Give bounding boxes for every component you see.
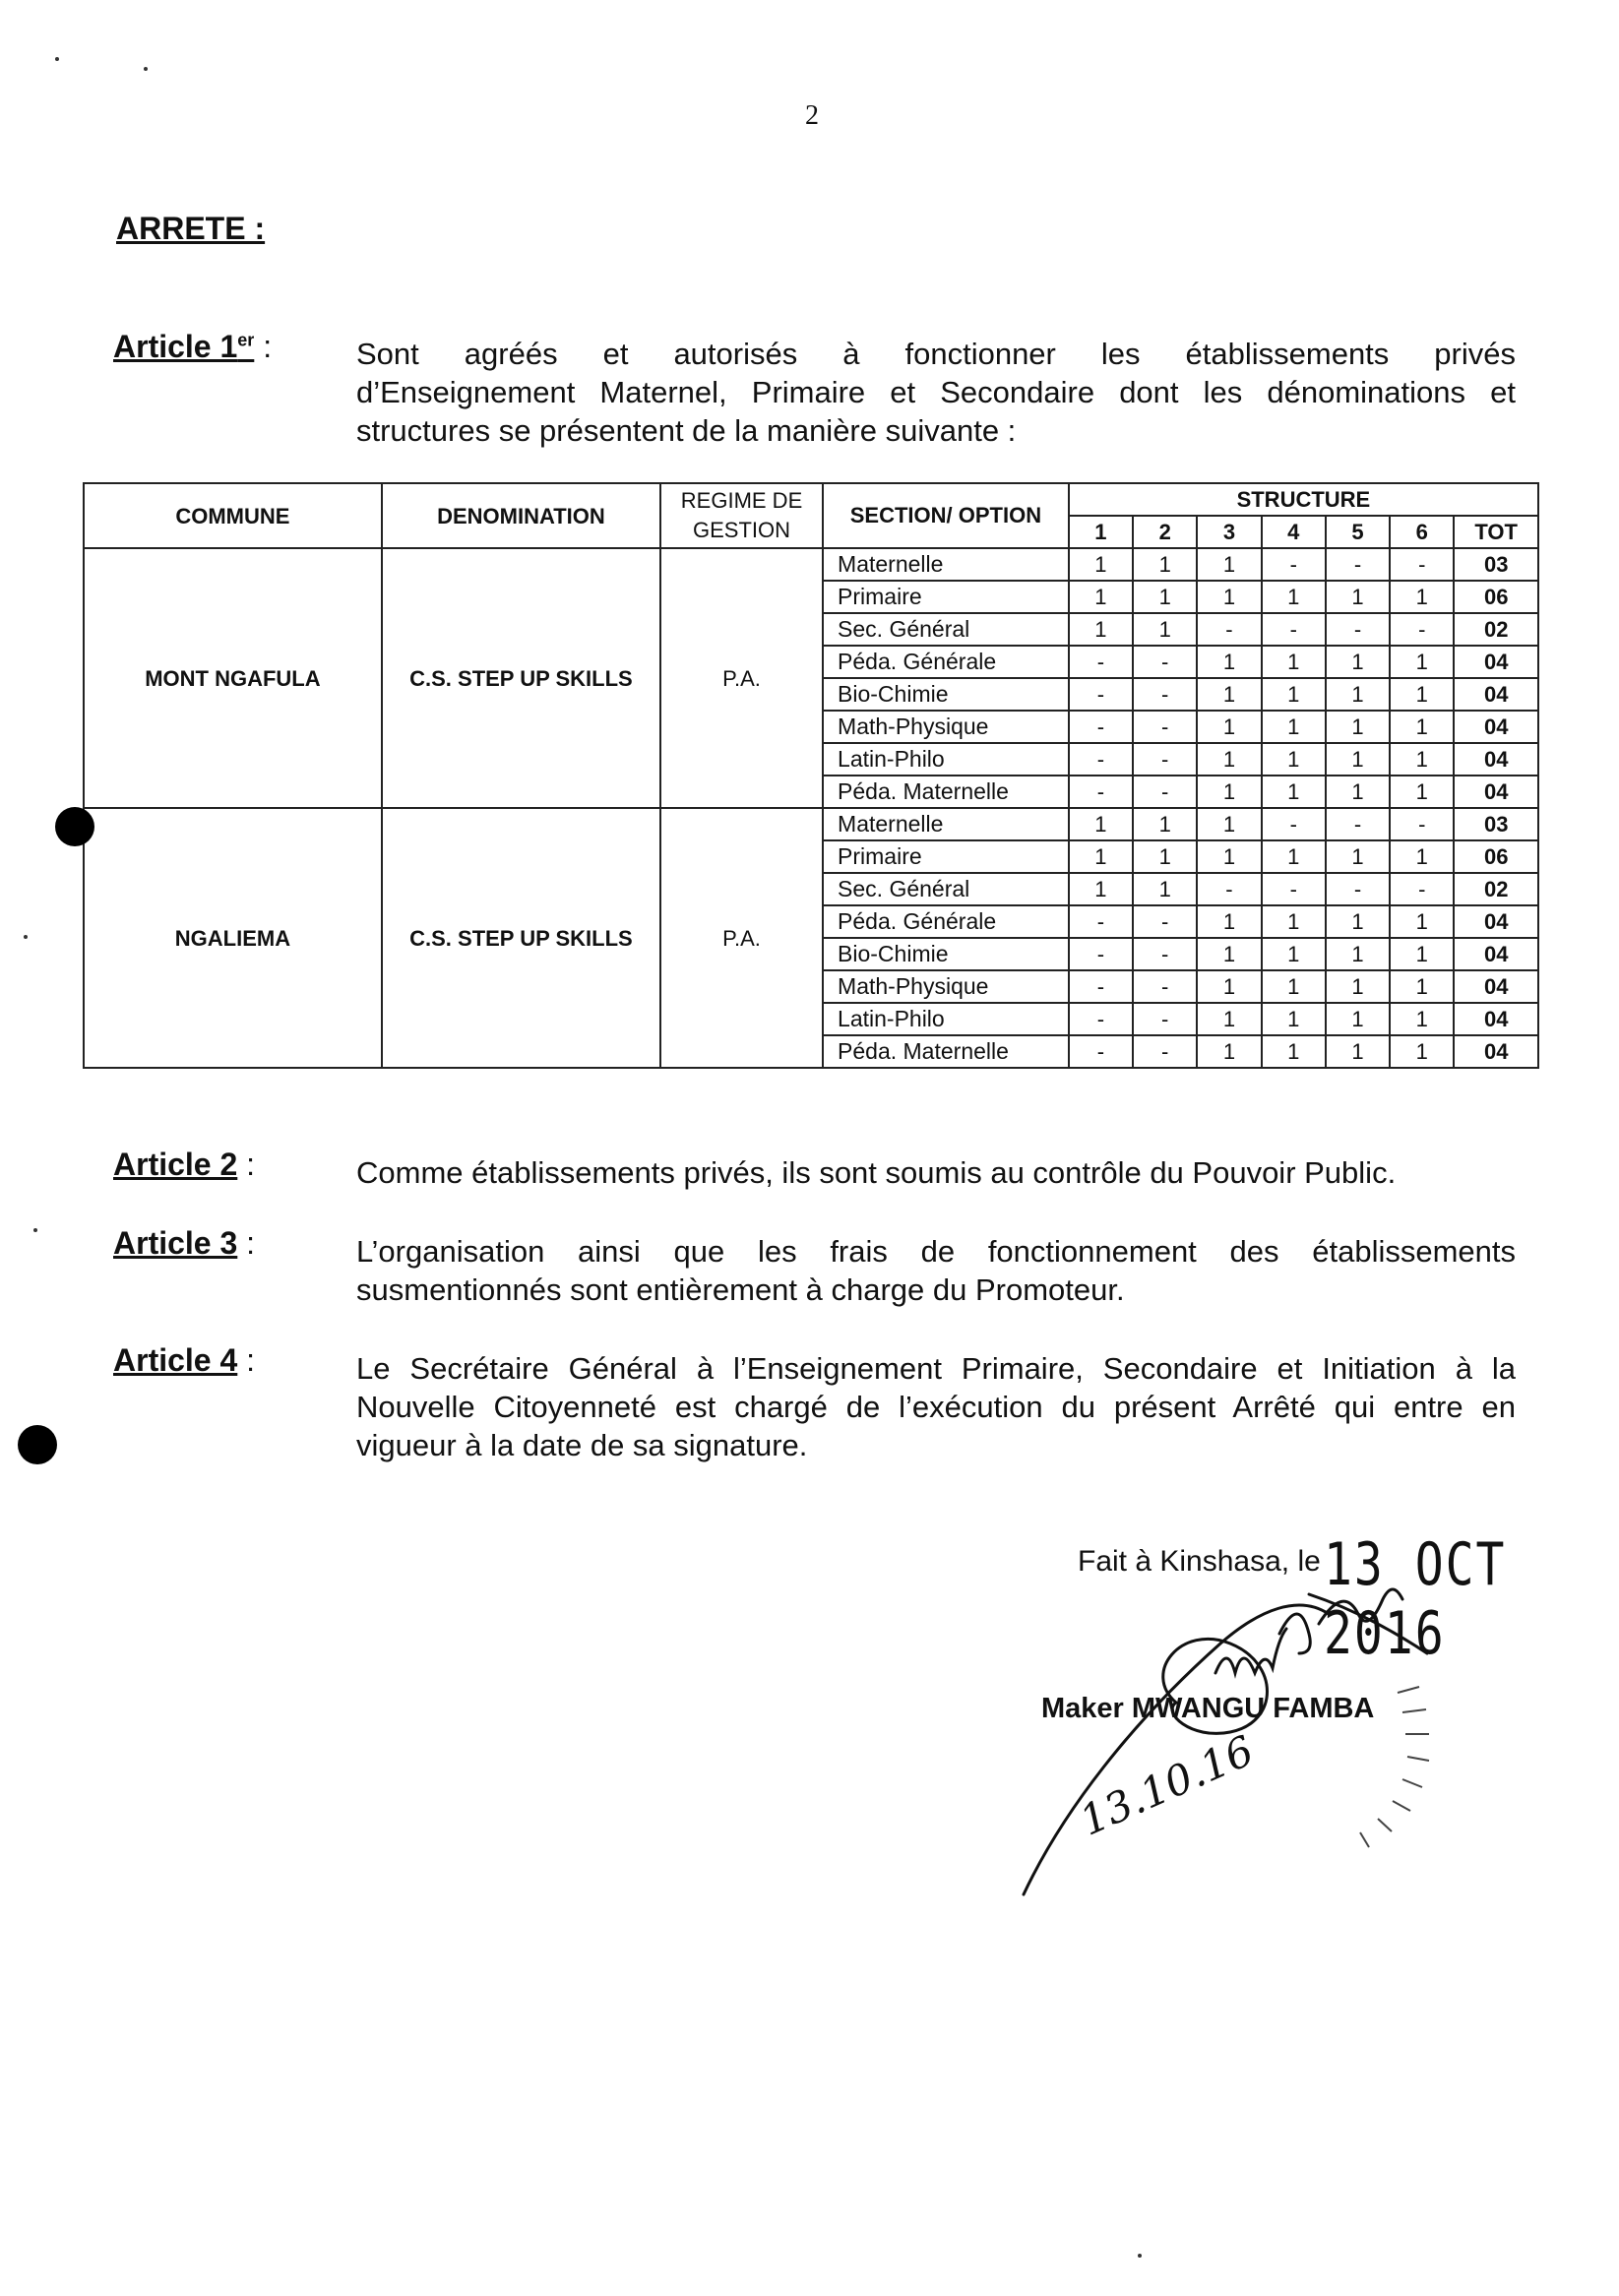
total-cell: 06 <box>1454 840 1538 873</box>
regime-cell: P.A. <box>660 548 823 808</box>
structure-cell: 1 <box>1326 646 1390 678</box>
structure-cell: - <box>1069 1035 1133 1068</box>
section-cell: Sec. Général <box>823 613 1069 646</box>
structure-cell: 1 <box>1326 678 1390 711</box>
structure-table <box>83 482 1539 1069</box>
total-cell: 04 <box>1454 678 1538 711</box>
header-col-2: 2 <box>1133 516 1197 548</box>
structure-cell: 1 <box>1390 646 1454 678</box>
total-cell: 04 <box>1454 905 1538 938</box>
structure-cell: 1 <box>1326 711 1390 743</box>
decree-heading: ARRETE : <box>116 211 266 246</box>
structure-cell: 1 <box>1262 905 1326 938</box>
header-structure: STRUCTURE <box>1069 483 1538 516</box>
structure-cell: 1 <box>1262 1003 1326 1035</box>
structure-cell: 1 <box>1197 678 1261 711</box>
structure-cell: 1 <box>1262 938 1326 970</box>
section-cell: Primaire <box>823 581 1069 613</box>
structure-cell: 1 <box>1133 840 1197 873</box>
structure-cell: - <box>1390 873 1454 905</box>
structure-cell: 1 <box>1262 970 1326 1003</box>
section-cell: Péda. Maternelle <box>823 1035 1069 1068</box>
structure-cell: 1 <box>1262 743 1326 776</box>
article-1-line: d’Enseignement Maternel, Primaire et Secondaire dont les dénominations et <box>356 375 1516 409</box>
structure-cell: - <box>1069 776 1133 808</box>
structure-cell: 1 <box>1197 743 1261 776</box>
total-cell: 04 <box>1454 970 1538 1003</box>
structure-cell: - <box>1326 548 1390 581</box>
structure-cell: - <box>1197 873 1261 905</box>
structure-cell: - <box>1262 548 1326 581</box>
section-cell: Péda. Générale <box>823 905 1069 938</box>
article-4-label <box>113 1342 255 1379</box>
article-3-label <box>113 1225 255 1262</box>
structure-cell: 1 <box>1197 808 1261 840</box>
scan-speck <box>33 1228 37 1232</box>
structure-cell: 1 <box>1133 613 1197 646</box>
structure-cell: 1 <box>1262 678 1326 711</box>
structure-cell: 1 <box>1069 548 1133 581</box>
structure-cell: - <box>1326 808 1390 840</box>
structure-cell: 1 <box>1197 938 1261 970</box>
commune-cell: NGALIEMA <box>84 808 382 1068</box>
denomination-cell: C.S. STEP UP SKILLS <box>382 808 660 1068</box>
structure-cell: 1 <box>1326 1003 1390 1035</box>
structure-cell: - <box>1069 938 1133 970</box>
structure-cell: 1 <box>1133 808 1197 840</box>
structure-cell: 1 <box>1069 581 1133 613</box>
structure-cell: 1 <box>1197 581 1261 613</box>
header-denomination: DENOMINATION <box>382 483 660 548</box>
structure-cell: - <box>1069 905 1133 938</box>
structure-cell: - <box>1197 613 1261 646</box>
structure-cell: 1 <box>1197 776 1261 808</box>
article-3-label-text: Article 3 <box>113 1225 238 1261</box>
article-3-colon: : <box>237 1225 256 1261</box>
table-body <box>84 548 1538 1068</box>
punch-hole <box>18 1425 57 1464</box>
structure-cell: 1 <box>1197 646 1261 678</box>
article-2-body <box>356 1153 1516 1192</box>
header-col-4: 4 <box>1262 516 1326 548</box>
section-cell: Péda. Générale <box>823 646 1069 678</box>
total-cell: 04 <box>1454 1003 1538 1035</box>
signatory-name: Maker MWANGU FAMBA <box>1041 1693 1375 1724</box>
structure-cell: - <box>1069 970 1133 1003</box>
article-4-colon: : <box>237 1342 256 1378</box>
total-cell: 03 <box>1454 808 1538 840</box>
structure-cell: 1 <box>1197 711 1261 743</box>
table-header-row <box>84 483 1538 516</box>
article-4-label-text: Article 4 <box>113 1342 238 1378</box>
section-cell: Primaire <box>823 840 1069 873</box>
total-cell: 04 <box>1454 646 1538 678</box>
structure-cell: 1 <box>1197 905 1261 938</box>
section-cell: Latin-Philo <box>823 1003 1069 1035</box>
structure-cell: 1 <box>1069 873 1133 905</box>
total-cell: 04 <box>1454 776 1538 808</box>
structure-cell: 1 <box>1262 1035 1326 1068</box>
structure-cell: - <box>1133 938 1197 970</box>
article-1-line: Sont agréés et autorisés à fonctionner les établissements privés <box>356 337 1516 371</box>
structure-cell: 1 <box>1262 581 1326 613</box>
handwritten-date: 13.10.16 <box>1073 1725 1261 1845</box>
structure-cell: - <box>1133 1035 1197 1068</box>
page-number: 2 <box>805 100 819 131</box>
structure-cell: - <box>1133 711 1197 743</box>
structure-cell: 1 <box>1133 548 1197 581</box>
section-cell: Maternelle <box>823 548 1069 581</box>
article-1-sup: er <box>237 330 255 350</box>
structure-cell: - <box>1069 646 1133 678</box>
article-2-label-text: Article 2 <box>113 1147 238 1182</box>
section-cell: Péda. Maternelle <box>823 776 1069 808</box>
structure-cell: - <box>1390 548 1454 581</box>
structure-cell: 1 <box>1390 840 1454 873</box>
structure-cell: 1 <box>1390 1035 1454 1068</box>
total-cell: 04 <box>1454 938 1538 970</box>
section-cell: Bio-Chimie <box>823 678 1069 711</box>
section-cell: Bio-Chimie <box>823 938 1069 970</box>
article-3-body <box>356 1232 1516 1309</box>
structure-cell: 1 <box>1390 678 1454 711</box>
scan-speck <box>24 935 28 939</box>
total-cell: 06 <box>1454 581 1538 613</box>
header-regime: REGIME DE GESTION <box>660 483 823 548</box>
structure-cell: 1 <box>1262 840 1326 873</box>
article-2-label <box>113 1147 255 1183</box>
total-cell: 04 <box>1454 743 1538 776</box>
structure-cell: 1 <box>1069 840 1133 873</box>
section-cell: Math-Physique <box>823 970 1069 1003</box>
article-1-colon: : <box>254 329 273 364</box>
structure-cell: - <box>1390 808 1454 840</box>
structure-cell: 1 <box>1069 613 1133 646</box>
structure-cell: 1 <box>1390 938 1454 970</box>
article-1-label <box>113 329 272 365</box>
date-stamp: 13 OCT 2016 <box>1324 1530 1507 1668</box>
regime-cell: P.A. <box>660 808 823 1068</box>
place-and-date: Fait à Kinshasa, le <box>1078 1545 1321 1578</box>
table-row <box>84 808 1538 840</box>
structure-cell: 1 <box>1262 646 1326 678</box>
article-3-line: susmentionnés sont entièrement à charge du Promoteur. <box>356 1272 1125 1307</box>
section-cell: Sec. Général <box>823 873 1069 905</box>
denomination-cell: C.S. STEP UP SKILLS <box>382 548 660 808</box>
article-2-line: Comme établissements privés, ils sont soumis au contrôle du Pouvoir Public. <box>356 1155 1397 1190</box>
article-1-label-text: Article 1 <box>113 329 238 364</box>
header-col-6: 6 <box>1390 516 1454 548</box>
scan-speck <box>1138 2254 1142 2258</box>
structure-cell: - <box>1069 743 1133 776</box>
structure-cell: 1 <box>1262 776 1326 808</box>
structure-cell: 1 <box>1133 581 1197 613</box>
structure-cell: - <box>1133 743 1197 776</box>
structure-cell: 1 <box>1390 970 1454 1003</box>
structure-cell: 1 <box>1390 776 1454 808</box>
structure-cell: - <box>1133 646 1197 678</box>
total-cell: 03 <box>1454 548 1538 581</box>
structure-cell: - <box>1069 1003 1133 1035</box>
structure-cell: 1 <box>1197 1035 1261 1068</box>
structure-cell: 1 <box>1197 970 1261 1003</box>
structure-cell: - <box>1262 808 1326 840</box>
header-col-5: 5 <box>1326 516 1390 548</box>
structure-cell: 1 <box>1326 970 1390 1003</box>
structure-cell: 1 <box>1390 743 1454 776</box>
structure-cell: - <box>1069 711 1133 743</box>
structure-cell: - <box>1326 613 1390 646</box>
total-cell: 04 <box>1454 711 1538 743</box>
structure-cell: 1 <box>1197 840 1261 873</box>
structure-cell: - <box>1133 678 1197 711</box>
structure-cell: - <box>1133 1003 1197 1035</box>
structure-cell: 1 <box>1197 548 1261 581</box>
structure-cell: 1 <box>1326 581 1390 613</box>
structure-cell: 1 <box>1390 711 1454 743</box>
header-section: SECTION/ OPTION <box>823 483 1069 548</box>
article-4-line: Le Secrétaire Général à l’Enseignement Primaire, Secondaire et Initiation à la <box>356 1351 1516 1386</box>
article-1-body <box>356 335 1516 450</box>
structure-cell: 1 <box>1069 808 1133 840</box>
table-row <box>84 548 1538 581</box>
structure-cell: 1 <box>1326 743 1390 776</box>
structure-cell: 1 <box>1390 581 1454 613</box>
article-3-line: L’organisation ainsi que les frais de fonctionnement des établissements <box>356 1234 1516 1269</box>
structure-cell: 1 <box>1326 938 1390 970</box>
structure-cell: - <box>1262 873 1326 905</box>
article-4-body <box>356 1349 1516 1464</box>
structure-cell: 1 <box>1133 873 1197 905</box>
commune-cell: MONT NGAFULA <box>84 548 382 808</box>
structure-cell: 1 <box>1326 840 1390 873</box>
header-tot: TOT <box>1454 516 1538 548</box>
structure-cell: 1 <box>1390 1003 1454 1035</box>
section-cell: Math-Physique <box>823 711 1069 743</box>
structure-cell: - <box>1326 873 1390 905</box>
structure-cell: - <box>1133 776 1197 808</box>
header-col-3: 3 <box>1197 516 1261 548</box>
structure-cell: 1 <box>1326 1035 1390 1068</box>
total-cell: 02 <box>1454 613 1538 646</box>
structure-cell: - <box>1390 613 1454 646</box>
structure-cell: 1 <box>1197 1003 1261 1035</box>
total-cell: 04 <box>1454 1035 1538 1068</box>
article-4-line: Nouvelle Citoyenneté est chargé de l’exécution du présent Arrêté qui entre en <box>356 1390 1516 1424</box>
structure-cell: - <box>1133 970 1197 1003</box>
header-col-1: 1 <box>1069 516 1133 548</box>
section-cell: Maternelle <box>823 808 1069 840</box>
structure-cell: 1 <box>1326 776 1390 808</box>
structure-cell: - <box>1069 678 1133 711</box>
structure-cell: 1 <box>1326 905 1390 938</box>
scan-speck <box>55 57 59 61</box>
article-4-line: vigueur à la date de sa signature. <box>356 1428 808 1462</box>
structure-cell: - <box>1262 613 1326 646</box>
scan-speck <box>144 67 148 71</box>
punch-hole <box>55 807 94 846</box>
total-cell: 02 <box>1454 873 1538 905</box>
structure-cell: 1 <box>1262 711 1326 743</box>
header-commune: COMMUNE <box>84 483 382 548</box>
structure-cell: - <box>1133 905 1197 938</box>
article-1-line: structures se présentent de la manière suivante : <box>356 413 1017 448</box>
section-cell: Latin-Philo <box>823 743 1069 776</box>
structure-cell: 1 <box>1390 905 1454 938</box>
article-2-colon: : <box>237 1147 256 1182</box>
